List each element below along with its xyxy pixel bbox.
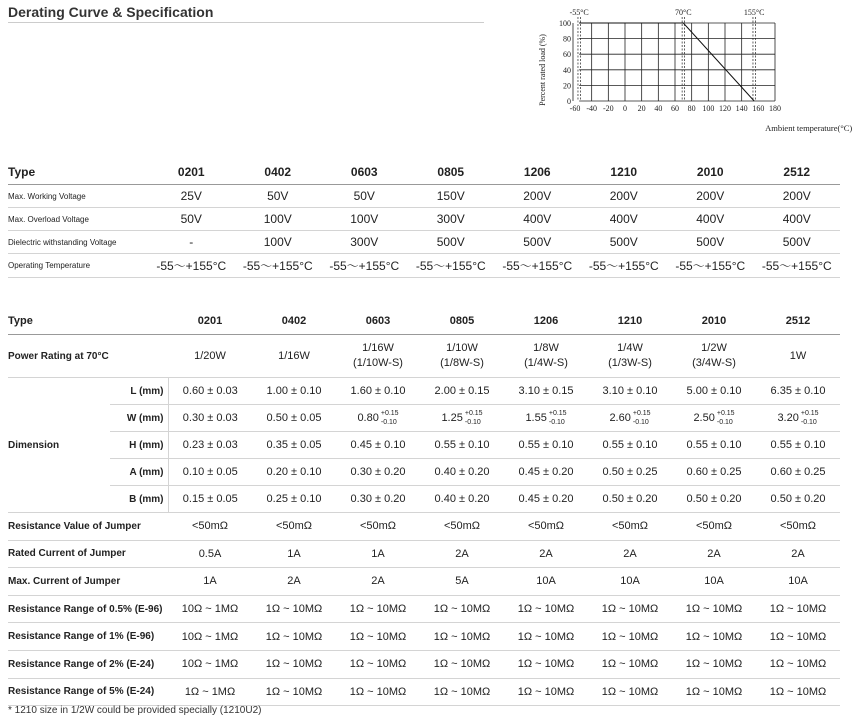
table-cell: 0.55 ± 0.10 <box>672 432 756 459</box>
row-label: Power Rating at 70°C <box>8 335 168 378</box>
size-header: 1206 <box>494 160 581 185</box>
power-value-s: (1/4W-S) <box>524 357 568 369</box>
table-cell: 1Ω ~ 10MΩ <box>756 650 840 678</box>
table-cell: 10A <box>672 568 756 596</box>
table-cell: <50mΩ <box>336 513 420 541</box>
dimension-sub-label: H (mm) <box>110 432 168 459</box>
dimension-sub-label: B (mm) <box>110 486 168 513</box>
y-tick-label: 0 <box>567 97 571 106</box>
table-cell: 200V <box>581 185 668 208</box>
x-tick-label: 80 <box>687 104 696 113</box>
reference-label: 70°C <box>675 8 692 17</box>
table-cell: 0.45 ± 0.20 <box>504 486 588 513</box>
x-tick-label: -20 <box>602 104 614 113</box>
table-cell: 0.15 ± 0.05 <box>168 486 252 513</box>
dimension-sub-label: A (mm) <box>110 459 168 486</box>
table1-header-row <box>8 160 840 185</box>
power-value-s: (1/8W-S) <box>440 357 484 369</box>
table-cell: 10Ω ~ 1MΩ <box>168 623 252 651</box>
x-tick-label: 0 <box>623 104 627 113</box>
table-row <box>8 185 840 208</box>
table-row <box>8 623 840 651</box>
table-cell: 25V <box>148 185 235 208</box>
table-cell: 0.25 ± 0.10 <box>252 486 336 513</box>
tolerance <box>381 409 399 427</box>
x-axis-label: Ambient temperature(°C) <box>765 123 853 133</box>
table-row <box>8 254 840 278</box>
table-cell: -55～+155°C <box>667 254 754 278</box>
tol-plus: +0.15 <box>632 410 651 417</box>
table-cell: -55～+155°C <box>321 254 408 278</box>
table-cell: 0.45 ± 0.20 <box>504 459 588 486</box>
x-tick-label: -40 <box>586 104 598 113</box>
table-cell: 5A <box>420 568 504 596</box>
x-tick-label: 180 <box>769 104 781 113</box>
table-cell: 2A <box>252 568 336 596</box>
tol-plus: +0.15 <box>800 410 819 417</box>
tolerance <box>549 409 567 427</box>
size-header: 1210 <box>588 308 672 335</box>
row-label: Operating Temperature <box>8 254 148 278</box>
tol-base: 2.60 <box>609 411 631 424</box>
table-cell <box>756 405 840 432</box>
x-tick-label: 40 <box>654 104 663 113</box>
table-cell: -55～+155°C <box>754 254 841 278</box>
table-row <box>8 595 840 623</box>
size-header: 2010 <box>667 160 754 185</box>
table-cell: 0.55 ± 0.10 <box>420 432 504 459</box>
table-cell: 50V <box>321 185 408 208</box>
table-cell: 1Ω ~ 10MΩ <box>756 623 840 651</box>
power-cell <box>672 335 756 378</box>
table-cell: 0.60 ± 0.25 <box>672 459 756 486</box>
row-label: Rated Current of Jumper <box>8 540 168 568</box>
x-tick-label: 100 <box>702 104 715 113</box>
table-cell: 400V <box>494 208 581 231</box>
table-cell: <50mΩ <box>168 513 252 541</box>
table-cell <box>672 405 756 432</box>
y-tick-label: 80 <box>563 34 571 44</box>
x-tick-label: 120 <box>719 104 731 113</box>
table-cell: 0.30 ± 0.20 <box>336 459 420 486</box>
dimension-sub-label: W (mm) <box>110 405 168 432</box>
voltage-spec-table <box>8 160 840 278</box>
table-cell: 0.5A <box>168 540 252 568</box>
table-cell: 0.45 ± 0.10 <box>336 432 420 459</box>
table-cell: 1Ω ~ 10MΩ <box>336 623 420 651</box>
table-cell: 0.50 ± 0.25 <box>588 459 672 486</box>
table-cell <box>420 405 504 432</box>
table-cell <box>336 405 420 432</box>
table-cell: 6.35 ± 0.10 <box>756 378 840 405</box>
table-cell: 3.10 ± 0.10 <box>588 378 672 405</box>
table-cell: 1Ω ~ 10MΩ <box>588 650 672 678</box>
table-cell: 100V <box>235 208 322 231</box>
x-tick-label: 60 <box>671 104 679 113</box>
table-cell: 1Ω ~ 10MΩ <box>252 650 336 678</box>
table-cell: 10A <box>756 568 840 596</box>
table-cell: 0.55 ± 0.10 <box>756 432 840 459</box>
table-cell: 1.60 ± 0.10 <box>336 378 420 405</box>
power-cell <box>756 335 840 378</box>
table-cell: 0.30 ± 0.03 <box>168 405 252 432</box>
table-cell: 0.10 ± 0.05 <box>168 459 252 486</box>
table-cell: 1Ω ~ 10MΩ <box>420 595 504 623</box>
table-cell: <50mΩ <box>252 513 336 541</box>
size-header: 0201 <box>148 160 235 185</box>
table-cell: 0.60 ± 0.25 <box>756 459 840 486</box>
table-cell: 10Ω ~ 1MΩ <box>168 650 252 678</box>
table-cell: 1Ω ~ 10MΩ <box>252 595 336 623</box>
tol-base: 0.80 <box>357 411 379 424</box>
tol-base: 2.50 <box>693 411 715 424</box>
y-tick-label: 20 <box>563 81 571 91</box>
table-cell: 1Ω ~ 10MΩ <box>420 650 504 678</box>
table-cell: 500V <box>494 231 581 254</box>
size-header: 0805 <box>408 160 495 185</box>
table-cell: 2A <box>756 540 840 568</box>
size-header: 2512 <box>756 308 840 335</box>
table-cell: 0.35 ± 0.05 <box>252 432 336 459</box>
row-label: Dielectric withstanding Voltage <box>8 231 148 254</box>
table-cell: 2A <box>672 540 756 568</box>
table-cell: 10Ω ~ 1MΩ <box>168 595 252 623</box>
title-divider <box>8 22 484 23</box>
table-cell: <50mΩ <box>504 513 588 541</box>
dimension-row <box>8 405 840 432</box>
table-cell: 300V <box>321 231 408 254</box>
tol-base: 1.55 <box>525 411 547 424</box>
table-cell: 1Ω ~ 10MΩ <box>588 623 672 651</box>
tol-plus: +0.15 <box>548 410 567 417</box>
table-cell: 1Ω ~ 10MΩ <box>504 650 588 678</box>
power-value: 1/10W <box>446 342 478 354</box>
table-cell: <50mΩ <box>588 513 672 541</box>
table-cell: 0.55 ± 0.10 <box>588 432 672 459</box>
table-cell: 200V <box>754 185 841 208</box>
reference-label: 155°C <box>743 8 765 17</box>
table-cell: 500V <box>581 231 668 254</box>
table-cell: 1A <box>336 540 420 568</box>
table-cell: 3.10 ± 0.15 <box>504 378 588 405</box>
power-value: 1W <box>789 349 807 362</box>
x-tick-label: 140 <box>735 104 748 113</box>
size-header: 0805 <box>420 308 504 335</box>
tol-minus: -0.10 <box>380 419 397 426</box>
table-cell: -55～+155°C <box>494 254 581 278</box>
power-value: 1/4W <box>617 342 643 354</box>
table-cell: 1Ω ~ 10MΩ <box>336 678 420 706</box>
table-cell: 50V <box>148 208 235 231</box>
table-cell: <50mΩ <box>756 513 840 541</box>
table-cell: 200V <box>667 185 754 208</box>
table-cell: 0.40 ± 0.20 <box>420 486 504 513</box>
table-cell: 400V <box>581 208 668 231</box>
power-value-s: (1/10W-S) <box>353 357 403 369</box>
table2-header-row <box>8 308 840 335</box>
table-row <box>8 231 840 254</box>
derating-curve-line <box>579 23 754 101</box>
power-value-s: (1/3W-S) <box>608 357 652 369</box>
table-cell: 0.50 ± 0.20 <box>672 486 756 513</box>
row-label: Resistance Range of 1% (E-96) <box>8 623 168 651</box>
table-cell: 1Ω ~ 10MΩ <box>672 678 756 706</box>
power-cell <box>252 335 336 378</box>
dimension-row <box>8 432 840 459</box>
dimension-label: Dimension <box>8 378 110 513</box>
dimension-sub-label: L (mm) <box>110 378 168 405</box>
table-cell: -55～+155°C <box>408 254 495 278</box>
table-cell: <50mΩ <box>420 513 504 541</box>
dimension-row <box>8 378 840 405</box>
table-cell: 1A <box>252 540 336 568</box>
size-header: 0402 <box>252 308 336 335</box>
y-tick-label: 40 <box>563 65 571 75</box>
table-cell: 0.20 ± 0.10 <box>252 459 336 486</box>
table-cell: 500V <box>408 231 495 254</box>
table-cell: 1Ω ~ 10MΩ <box>420 678 504 706</box>
dimension-row <box>8 486 840 513</box>
tol-base: 1.25 <box>441 411 463 424</box>
table-row <box>8 208 840 231</box>
table-cell: 150V <box>408 185 495 208</box>
table-cell <box>588 405 672 432</box>
power-cell <box>420 335 504 378</box>
table-cell: -55～+155°C <box>581 254 668 278</box>
y-axis-label: Percent rated load (%) <box>538 34 547 106</box>
power-cell <box>588 335 672 378</box>
table-cell: 2A <box>504 540 588 568</box>
table-cell: 1A <box>168 568 252 596</box>
table-cell: 50V <box>235 185 322 208</box>
table-row <box>8 513 840 541</box>
table-cell: 0.23 ± 0.03 <box>168 432 252 459</box>
power-value: 1/8W <box>533 342 559 354</box>
table-cell: 2.00 ± 0.15 <box>420 378 504 405</box>
table-cell: 1Ω ~ 10MΩ <box>756 595 840 623</box>
tolerance <box>801 409 819 427</box>
power-cell <box>168 335 252 378</box>
table-cell: 400V <box>754 208 841 231</box>
size-header: 1210 <box>581 160 668 185</box>
tol-minus: -0.10 <box>716 419 733 426</box>
tol-minus: -0.10 <box>548 419 565 426</box>
table-cell: 400V <box>667 208 754 231</box>
table-cell <box>504 405 588 432</box>
tolerance <box>633 409 651 427</box>
row-label: Resistance Range of 0.5% (E-96) <box>8 595 168 623</box>
power-cell <box>336 335 420 378</box>
table-cell: 0.60 ± 0.03 <box>168 378 252 405</box>
power-value: 1/16W <box>362 342 394 354</box>
table-cell: 1Ω ~ 10MΩ <box>504 623 588 651</box>
table-cell: 1Ω ~ 10MΩ <box>756 678 840 706</box>
table-cell: -55～+155°C <box>148 254 235 278</box>
size-header: 0603 <box>336 308 420 335</box>
tol-plus: +0.15 <box>464 410 483 417</box>
type-label: Type <box>8 160 148 185</box>
table-cell: <50mΩ <box>672 513 756 541</box>
size-header: 0201 <box>168 308 252 335</box>
table-cell: -55～+155°C <box>235 254 322 278</box>
table-cell: 500V <box>754 231 841 254</box>
footnote: * 1210 size in 1/2W could be provided specially (1210U2) <box>8 705 262 716</box>
table-cell: 1Ω ~ 10MΩ <box>672 623 756 651</box>
table-row <box>8 568 840 596</box>
row-label: Resistance Range of 5% (E-24) <box>8 678 168 706</box>
table-row <box>8 540 840 568</box>
table-cell: - <box>148 231 235 254</box>
page-title: Derating Curve & Specification <box>8 4 214 20</box>
size-header: 1206 <box>504 308 588 335</box>
power-value: 1/2W <box>701 342 727 354</box>
table-cell: 100V <box>321 208 408 231</box>
reference-label: -55°C <box>569 8 589 17</box>
row-label: Max. Working Voltage <box>8 185 148 208</box>
table-cell: 1.00 ± 0.10 <box>252 378 336 405</box>
power-cell <box>504 335 588 378</box>
power-value: 1/16W <box>278 349 310 362</box>
table-cell: 2A <box>420 540 504 568</box>
row-label: Resistance Range of 2% (E-24) <box>8 650 168 678</box>
row-label: Resistance Value of Jumper <box>8 513 168 541</box>
table-cell: 1Ω ~ 10MΩ <box>672 650 756 678</box>
table-cell: 2A <box>588 540 672 568</box>
power-value-s: (3/4W-S) <box>692 357 736 369</box>
y-tick-label: 60 <box>563 50 571 60</box>
table-cell: 0.50 ± 0.20 <box>756 486 840 513</box>
type-label: Type <box>8 308 168 335</box>
table-cell: 0.55 ± 0.10 <box>504 432 588 459</box>
table-cell: 1Ω ~ 10MΩ <box>252 678 336 706</box>
dimension-row <box>8 459 840 486</box>
table-cell: 0.40 ± 0.20 <box>420 459 504 486</box>
table-cell: 2A <box>336 568 420 596</box>
y-tick-label: 100 <box>559 19 571 28</box>
size-header: 2512 <box>754 160 841 185</box>
power-rating-row <box>8 335 840 378</box>
table-cell: 300V <box>408 208 495 231</box>
table-cell: 1Ω ~ 10MΩ <box>252 623 336 651</box>
table-cell: 1Ω ~ 10MΩ <box>336 595 420 623</box>
table-cell: 100V <box>235 231 322 254</box>
row-label: Max. Overload Voltage <box>8 208 148 231</box>
dimension-spec-table <box>8 308 840 706</box>
x-tick-label: -60 <box>569 104 581 113</box>
size-header: 0402 <box>235 160 322 185</box>
size-header: 0603 <box>321 160 408 185</box>
power-value: 1/20W <box>194 349 226 362</box>
table-cell: 10A <box>504 568 588 596</box>
table-cell: 200V <box>494 185 581 208</box>
table-cell: 0.50 ± 0.20 <box>588 486 672 513</box>
row-label: Max. Current of Jumper <box>8 568 168 596</box>
table-row <box>8 650 840 678</box>
table-cell: 1Ω ~ 10MΩ <box>672 595 756 623</box>
derating-curve-chart <box>530 6 853 141</box>
tol-base: 3.20 <box>777 411 799 424</box>
table-cell: 1Ω ~ 1MΩ <box>168 678 252 706</box>
table-cell: 500V <box>667 231 754 254</box>
table-row <box>8 678 840 706</box>
table-cell: 0.50 ± 0.05 <box>252 405 336 432</box>
table-cell: 1Ω ~ 10MΩ <box>420 623 504 651</box>
tol-minus: -0.10 <box>632 419 649 426</box>
tol-plus: +0.15 <box>380 410 399 417</box>
table-cell: 1Ω ~ 10MΩ <box>588 595 672 623</box>
tolerance <box>465 409 483 427</box>
table-cell: 10A <box>588 568 672 596</box>
table-cell: 1Ω ~ 10MΩ <box>336 650 420 678</box>
size-header: 2010 <box>672 308 756 335</box>
table-cell: 1Ω ~ 10MΩ <box>504 595 588 623</box>
x-tick-label: 160 <box>752 104 765 113</box>
tol-minus: -0.10 <box>800 419 817 426</box>
tolerance <box>717 409 735 427</box>
table-cell: 5.00 ± 0.10 <box>672 378 756 405</box>
table-cell: 1Ω ~ 10MΩ <box>504 678 588 706</box>
table-cell: 0.30 ± 0.20 <box>336 486 420 513</box>
tol-plus: +0.15 <box>716 410 735 417</box>
table-cell: 1Ω ~ 10MΩ <box>588 678 672 706</box>
x-tick-label: 20 <box>637 104 646 113</box>
tol-minus: -0.10 <box>464 419 481 426</box>
